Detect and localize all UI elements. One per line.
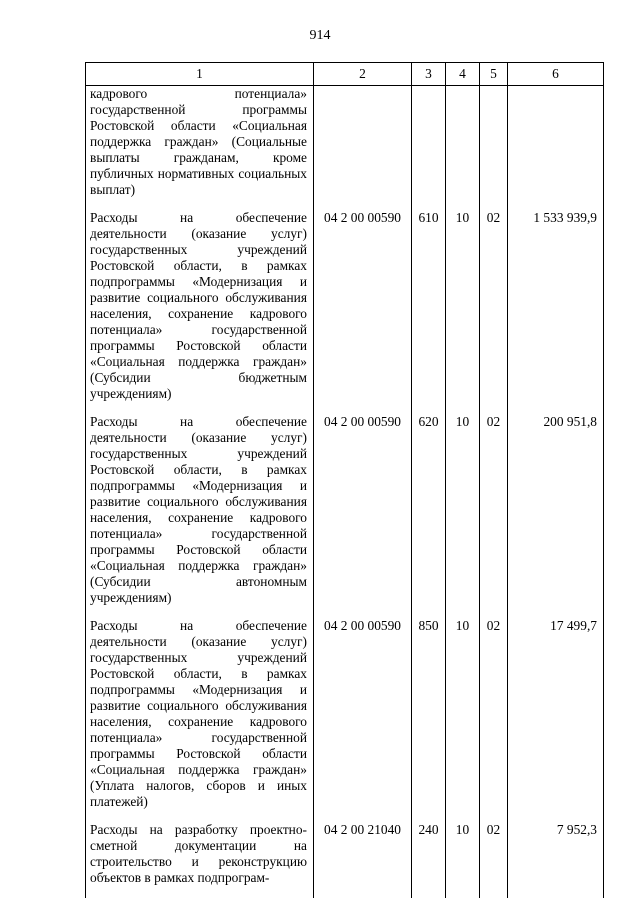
column-header-5: 5 <box>480 63 508 86</box>
row-subsection: 02 <box>480 414 508 618</box>
table-row <box>86 822 604 898</box>
row-target-code: 04 2 00 00590 <box>314 618 412 822</box>
row-expense-type: 240 <box>412 822 446 898</box>
row-expense-type: 620 <box>412 414 446 618</box>
row-section: 10 <box>446 210 480 414</box>
row-expense-type: 610 <box>412 210 446 414</box>
row-target-code: 04 2 00 21040 <box>314 822 412 898</box>
column-header-6: 6 <box>508 63 604 86</box>
table-row <box>86 618 604 822</box>
table-row <box>86 210 604 414</box>
column-header-3: 3 <box>412 63 446 86</box>
budget-table <box>85 62 604 898</box>
row-subsection: 02 <box>480 618 508 822</box>
row-section: 10 <box>446 414 480 618</box>
row-amount: 1 533 939,9 <box>508 210 604 414</box>
row-amount: 200 951,8 <box>508 414 604 618</box>
row-subsection: 02 <box>480 822 508 898</box>
table-row <box>86 86 604 211</box>
row-description: Расходы на обеспечение деятельности (оказание услуг) государственных учреждений Ростовской области, в рамках подпрограммы «Модернизация и развитие социального обслуживания населения, сохранение кадрового потенциала» государственной программы Ростовской области «Социальная поддержка граждан» (Субсидии бюджетным учреждениям) <box>86 210 314 414</box>
table-row <box>86 414 604 618</box>
row-amount <box>508 86 604 211</box>
row-expense-type: 850 <box>412 618 446 822</box>
row-description: Расходы на разработку проектно-сметной документации на строительство и реконструкцию объектов в рамках подпрограм- <box>86 822 314 898</box>
row-amount: 17 499,7 <box>508 618 604 822</box>
row-amount: 7 952,3 <box>508 822 604 898</box>
row-section: 10 <box>446 618 480 822</box>
table-header <box>86 63 604 86</box>
column-header-4: 4 <box>446 63 480 86</box>
row-section: 10 <box>446 822 480 898</box>
row-description: Расходы на обеспечение деятельности (оказание услуг) государственных учреждений Ростовской области, в рамках подпрограммы «Модернизация и развитие социального обслуживания населения, сохранение кадрового потенциала» государственной программы Ростовской области «Социальная поддержка граждан» (Уплата налогов, сборов и иных платежей) <box>86 618 314 822</box>
column-header-2: 2 <box>314 63 412 86</box>
row-subsection: 02 <box>480 210 508 414</box>
row-target-code: 04 2 00 00590 <box>314 210 412 414</box>
column-header-1: 1 <box>86 63 314 86</box>
row-target-code: 04 2 00 00590 <box>314 414 412 618</box>
page-number: 914 <box>309 28 331 43</box>
row-subsection <box>480 86 508 211</box>
row-expense-type <box>412 86 446 211</box>
row-description: Расходы на обеспечение деятельности (оказание услуг) государственных учреждений Ростовской области, в рамках подпрограммы «Модернизация и развитие социального обслуживания населения, сохранение кадрового потенциала» государственной программы Ростовской области «Социальная поддержка граждан» (Субсидии автономным учреждениям) <box>86 414 314 618</box>
row-section <box>446 86 480 211</box>
row-target-code <box>314 86 412 211</box>
row-description: кадрового потенциала» государственной программы Ростовской области «Социальная поддержка граждан» (Социальные выплаты гражданам, кроме публичных нормативных социальных выплат) <box>86 86 314 211</box>
